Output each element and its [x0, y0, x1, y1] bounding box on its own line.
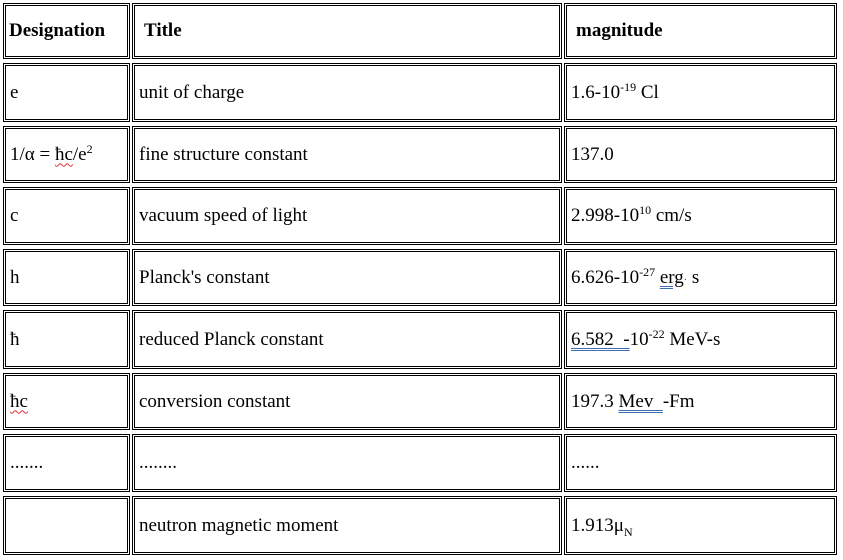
magnitude-unit: cm/s — [651, 205, 692, 226]
magnitude-value — [571, 515, 633, 537]
table-row-cell-magnitude — [564, 126, 837, 183]
header-designation — [3, 3, 130, 59]
table-row-cell-title — [132, 249, 562, 306]
table-row-cell-magnitude — [564, 310, 837, 369]
table-row-cell-title — [132, 496, 562, 555]
table-row-cell-designation — [3, 187, 130, 245]
table-row-cell-title — [132, 373, 562, 430]
table-row-cell-title — [132, 187, 562, 245]
table-row-cell-title — [132, 434, 562, 492]
table-row-cell-magnitude — [564, 187, 837, 245]
magnitude-value: ...... — [571, 452, 600, 473]
table-row-cell-designation — [3, 126, 130, 183]
designation-value: ħc — [10, 390, 28, 412]
title-value: vacuum speed of light — [139, 205, 308, 226]
magnitude-unit: MeV-s — [664, 328, 721, 350]
designation-value — [10, 141, 93, 166]
magnitude-exponent: 10 — [639, 203, 652, 217]
title-value: unit of charge — [139, 81, 245, 103]
designation-value: c — [10, 205, 19, 226]
magnitude-value — [571, 264, 700, 289]
magnitude-base: 1.6-10 — [571, 81, 621, 103]
designation-value: e — [10, 81, 19, 103]
table-row-cell-magnitude — [564, 63, 837, 122]
table-row-cell-designation — [3, 373, 130, 430]
table-row-cell-title — [132, 63, 562, 122]
spellcheck-mark: Mev — [618, 390, 663, 412]
grammar-mark: 6.582 - — [571, 328, 630, 350]
table-row-cell-designation — [3, 63, 130, 122]
magnitude-unit: Cl — [636, 81, 659, 103]
table-row-cell-magnitude — [564, 434, 837, 492]
table-row-cell-designation — [3, 496, 130, 555]
magnitude-value — [571, 391, 695, 413]
title-value: fine structure constant — [139, 143, 308, 165]
table-row-cell-magnitude — [564, 373, 837, 430]
magnitude-pre: 197.3 — [571, 390, 619, 412]
magnitude-value — [571, 79, 659, 104]
designation-value: h — [10, 266, 20, 288]
designation-pre: 1/α = — [10, 143, 55, 165]
title-value: neutron magnetic moment — [139, 514, 339, 536]
magnitude-exponent: -27 — [639, 264, 656, 279]
header-title-text: Title — [144, 20, 182, 41]
title-value: reduced Planck constant — [139, 328, 324, 350]
magnitude-unit: -Fm — [662, 390, 695, 412]
table-row-cell-title — [132, 126, 562, 183]
magnitude-unit: s — [687, 266, 700, 288]
magnitude-exponent: -19 — [620, 79, 637, 94]
title-value: Planck's constant — [139, 266, 270, 288]
magnitude-value — [571, 326, 721, 351]
table-row-cell-magnitude — [564, 249, 837, 306]
magnitude-base: 10 — [629, 328, 649, 350]
magnitude-subscript: N — [623, 524, 633, 539]
table-row-cell-designation — [3, 434, 130, 492]
title-value: conversion constant — [139, 390, 291, 412]
grammar-mark: erg — [659, 266, 684, 288]
header-magnitude — [564, 3, 837, 59]
title-value: ........ — [139, 452, 177, 473]
magnitude-value — [571, 205, 692, 227]
magnitude-exponent: -22 — [648, 326, 665, 341]
magnitude-base: 1.913μ — [571, 514, 624, 536]
header-designation-text: Designation — [9, 20, 106, 41]
middle-dot: · — [683, 274, 688, 286]
table-row-cell-designation — [3, 310, 130, 369]
table-row-cell-magnitude — [564, 496, 837, 555]
header-title — [132, 3, 562, 59]
designation-value: ħ — [10, 328, 20, 350]
designation-exponent: 2 — [86, 141, 93, 156]
designation-value: ....... — [10, 452, 44, 473]
designation-post: /e — [72, 143, 87, 165]
magnitude-base: 2.998-10 — [571, 205, 640, 226]
table-row-cell-designation — [3, 249, 130, 306]
spellcheck-mark: ħc — [54, 143, 73, 165]
header-magnitude-text: magnitude — [576, 20, 663, 41]
table-row-cell-title — [132, 310, 562, 369]
magnitude-base: 6.626-10 — [571, 266, 640, 288]
magnitude-value: 137.0 — [571, 143, 614, 165]
